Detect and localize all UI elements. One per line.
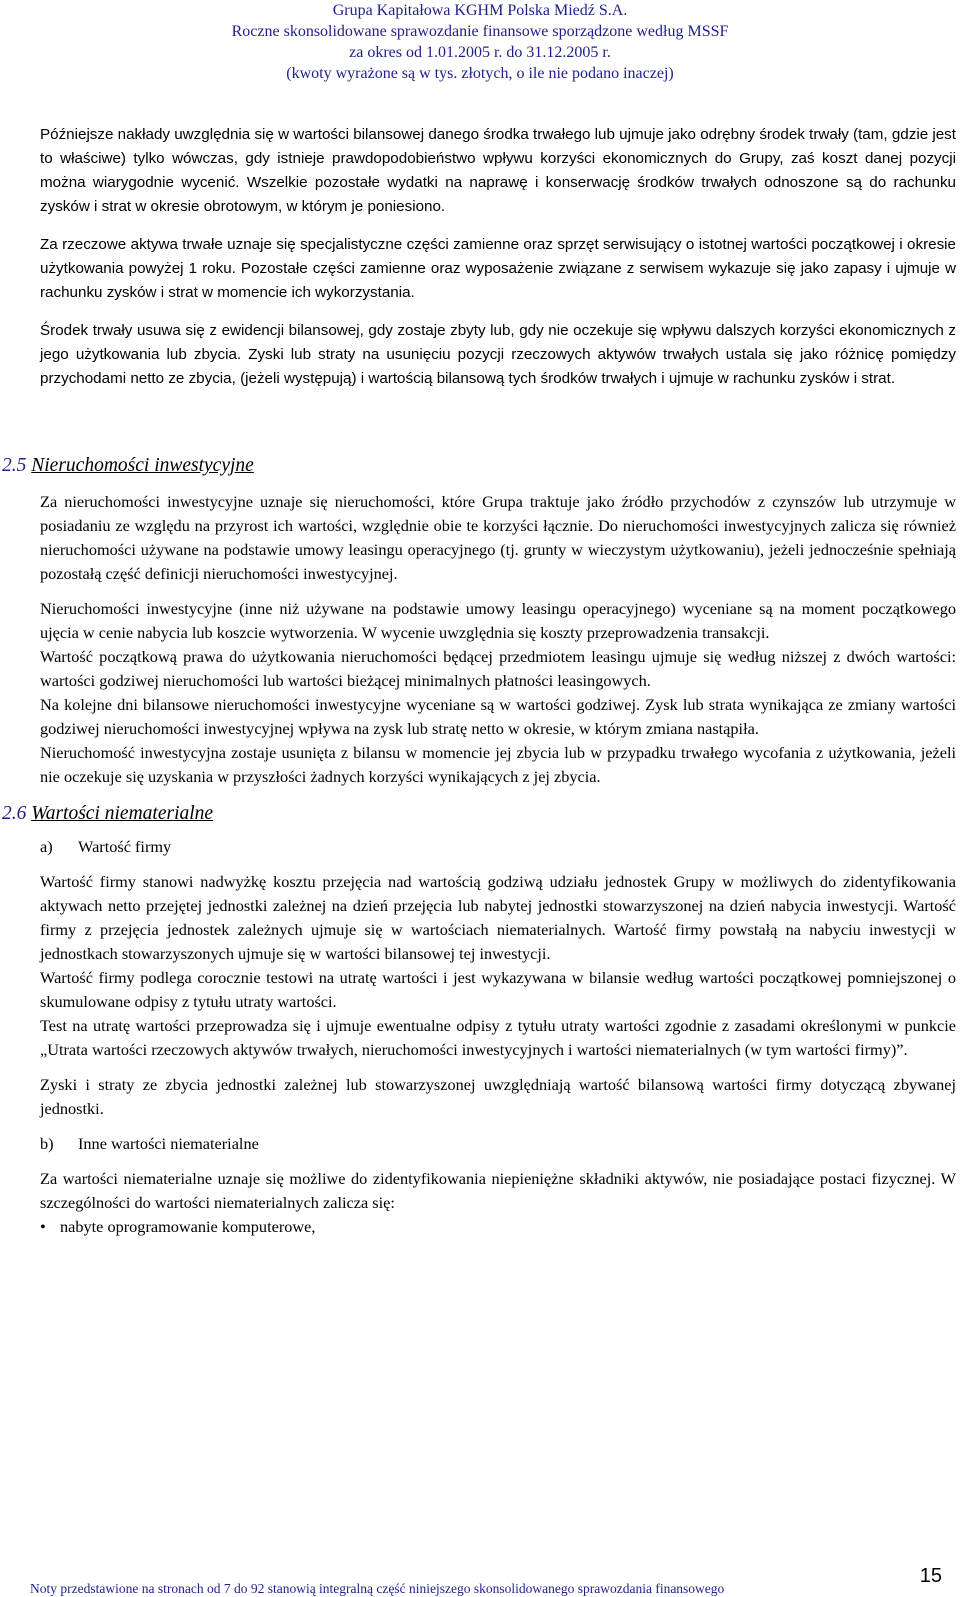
intangibles-list <box>40 1215 956 1239</box>
section-heading-intangibles <box>2 801 956 827</box>
list-item: • nabyte oprogramowanie komputerowe, <box>40 1215 956 1239</box>
section-number: 2.5 <box>2 455 27 476</box>
document-body <box>2 123 956 1239</box>
paragraph-goodwill-impairment-procedure: Test na utratę wartości przeprowadza się i ujmuje ewentualne odpisy z tytułu utraty wartości zgodnie z zasadami określonymi w punkcie „Utrata wartości rzeczowych aktywów trwałych, nieruchomości inwestycyjnych i wartości niematerialnych (w tym wartości firmy)”. <box>40 1016 956 1059</box>
subsection-letter: b) <box>40 1134 54 1153</box>
section-number: 2.6 <box>2 803 27 824</box>
footer-note: Noty przedstawione na stronach od 7 do 92 stanowią integralną część niniejszego skonsolidowanego sprawozdania finansowego <box>30 1581 725 1596</box>
subsection-heading-goodwill <box>40 835 956 859</box>
page-number: 15 <box>919 1565 942 1587</box>
paragraph-goodwill-impairment-test: Wartość firmy podlega corocznie testowi na utratę wartości i jest wykazywana w bilansie według wartości początkowej pomniejszonej o skumulowane odpisy z tytułu utraty wartości. <box>40 968 956 1011</box>
subsection-heading-other-intangibles <box>40 1132 956 1156</box>
paragraph-investment-property-definition: Za nieruchomości inwestycyjne uznaje się nieruchomości, które Grupa traktuje jako źródło przychodów z czynszów lub utrzymuje w posiadaniu ze względu na przyrost ich wartości, względnie obie te korzyści łącznie. Do nieruchomości inwestycyjnych zalicza się również nieruchomości używane na podstawie umowy leasingu operacyjnego (tj. grunty w wieczystym użytkowaniu), jeżeli jednocześnie spełniają pozostałą część definicji nieruchomości inwestycyjnej. <box>40 492 956 583</box>
subsection-title: Wartość firmy <box>78 837 172 856</box>
section-title: Wartości niematerialne <box>31 803 214 824</box>
page-header <box>0 0 960 84</box>
paragraph-goodwill-disposal: Zyski i straty ze zbycia jednostki zależnej lub stowarzyszonej uwzględniają wartość bilansową wartości firmy dotyczącą zbywanej jednostki. <box>40 1075 956 1118</box>
paragraph-derecognition: Środek trwały usuwa się z ewidencji bilansowej, gdy zostaje zbyty lub, gdy nie oczekuje się wpływu dalszych korzyści ekonomicznych z jego użytkowania lub zbycia. Zyski lub straty na usunięciu pozycji rzeczowych aktywów trwałych ustala się jako różnicę pomiędzy przychodami netto ze zbycia, (jeżeli występują) i wartością bilansową tych środków trwałych i ujmuje w rachunku zysków i strat. <box>40 322 956 387</box>
paragraph-investment-property-derecognition: Nieruchomość inwestycyjna zostaje usunięta z bilansu w momencie jej zbycia lub w przypadku trwałego wycofania z użytkowania, jeżeli nie oczekuje się uzyskania w przyszłości żadnych korzyści wynikających z jej zbycia. <box>40 743 956 786</box>
paragraph-investment-property-fair-value: Na kolejne dni bilansowe nieruchomości inwestycyjne wyceniane są w wartości godziwej. Zysk lub strata wynikająca ze zmiany wartości godziwej nieruchomości inwestycyjnej wpływa na zysk lub stratę netto w okresie, w którym zmiana nastąpiła. <box>40 695 956 738</box>
header-report-title: Roczne skonsolidowane sprawozdanie finansowe sporządzone według MSSF <box>231 23 729 40</box>
header-company: Grupa Kapitałowa KGHM Polska Miedź S.A. <box>332 2 628 19</box>
subsection-letter: a) <box>40 837 53 856</box>
paragraph-other-intangibles-definition: Za wartości niematerialne uznaje się możliwe do zidentyfikowania niepieniężne składniki aktywów, nie posiadające postaci fizycznej. W szczególności do wartości niematerialnych zalicza się: <box>40 1169 956 1212</box>
paragraph-goodwill-definition: Wartość firmy stanowi nadwyżkę kosztu przejęcia nad wartością godziwą udziału jednostek Grupy w możliwych do zidentyfikowania aktywach netto przejętej jednostki zależnej na dzień przejęcia lub nabytej jednostki stowarzyszonej na dzień nabycia inwestycji. Wartość firmy z przejęcia jednostek zależnych ujmuje się w wartościach niematerialnych. Wartość firmy powstałą na nabyciu inwestycji w jednostkach stowarzyszonych ujmuje się w wartości bilansowej tej inwestycji. <box>40 872 956 963</box>
paragraph-investment-property-leasing: Wartość początkową prawa do użytkowania nieruchomości będącej przedmiotem leasingu ujmuje się według niższej z dwóch wartości: wartości godziwej nieruchomości lub wartości bieżącej minimalnych płatności leasingowych. <box>40 647 956 690</box>
header-units-note: (kwoty wyrażone są w tys. złotych, o ile nie podano inaczej) <box>286 65 674 82</box>
paragraph-subsequent-costs: Późniejsze nakłady uwzględnia się w wartości bilansowej danego środka trwałego lub ujmuje jako odrębny środek trwały (tam, gdzie jest to właściwe) tylko wówczas, gdy istnieje prawdopodobieństwo wpływu korzyści ekonomicznych do Grupy, zaś koszt danej pozycji można wiarygodnie wycenić. Wszelkie pozostałe wydatki na naprawę i konserwację środków trwałych odnoszone są do rachunku zysków i strat w okresie obrotowym, w którym je poniesiono. <box>40 126 956 215</box>
header-period: za okres od 1.01.2005 r. do 31.12.2005 r. <box>349 44 611 61</box>
paragraph-investment-property-initial: Nieruchomości inwestycyjne (inne niż używane na podstawie umowy leasingu operacyjnego) wyceniane są na moment początkowego ujęcia w cenie nabycia lub koszcie wytworzenia. W wycenie uwzględnia się koszty przeprowadzenia transakcji. <box>40 599 956 642</box>
subsection-title: Inne wartości niematerialne <box>78 1134 259 1153</box>
paragraph-spare-parts: Za rzeczowe aktywa trwałe uznaje się specjalistyczne części zamienne oraz sprzęt serwisujący o istotnej wartości początkowej i okresie użytkowania powyżej 1 roku. Pozostałe części zamienne oraz wyposażenie związane z serwisem wykazuje się jako zapasy i ujmuje w rachunku zysków i strat w momencie ich wykorzystania. <box>40 236 956 301</box>
section-title: Nieruchomości inwestycyjne <box>31 455 254 476</box>
section-heading-investment-property <box>2 453 956 479</box>
